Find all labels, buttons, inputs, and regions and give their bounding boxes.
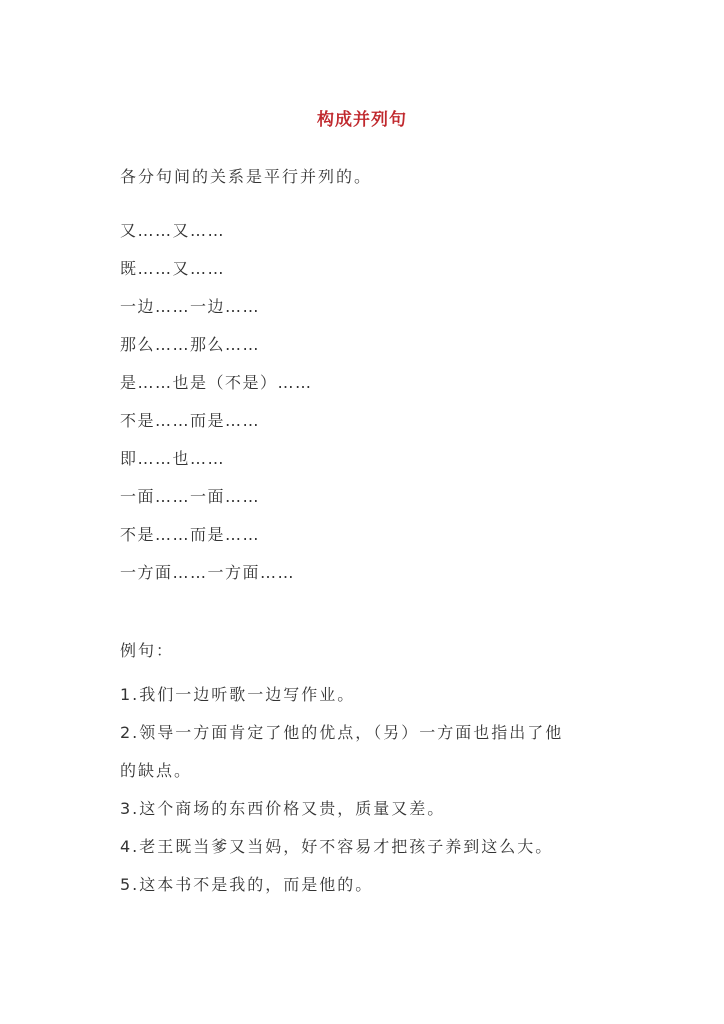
example-item	[120, 676, 610, 714]
example-item	[120, 866, 610, 904]
pattern-item: 又……又……	[120, 221, 226, 240]
example-line: 3.这个商场的东西价格又贵，质量又差。	[120, 799, 446, 818]
pattern-item: 一方面……一方面……	[120, 563, 296, 582]
pattern-item: 是……也是（不是）……	[120, 373, 313, 392]
example-item	[120, 714, 610, 790]
example-list	[120, 676, 610, 904]
example-item	[120, 790, 610, 828]
pattern-list	[120, 220, 313, 600]
example-line: 5.这本书不是我的，而是他的。	[120, 875, 374, 894]
pattern-item: 一边……一边……	[120, 297, 261, 316]
example-line: 2.领导一方面肯定了他的优点，（另）一方面也指出了他	[120, 723, 564, 742]
intro-text: 各分句间的关系是平行并列的。	[120, 167, 373, 186]
page-title: 构成并列句	[317, 110, 407, 130]
example-line: 4.老王既当爹又当妈，好不容易才把孩子养到这么大。	[120, 837, 554, 856]
example-heading: 例句：	[120, 641, 175, 660]
example-line: 的缺点。	[120, 761, 193, 780]
example-item	[120, 828, 610, 866]
pattern-item: 即……也……	[120, 449, 226, 468]
pattern-item: 不是……而是……	[120, 411, 261, 430]
pattern-item: 既……又……	[120, 259, 226, 278]
example-line: 1.我们一边听歌一边写作业。	[120, 685, 356, 704]
pattern-item: 不是……而是……	[120, 525, 261, 544]
pattern-item: 那么……那么……	[120, 335, 261, 354]
pattern-item: 一面……一面……	[120, 487, 261, 506]
